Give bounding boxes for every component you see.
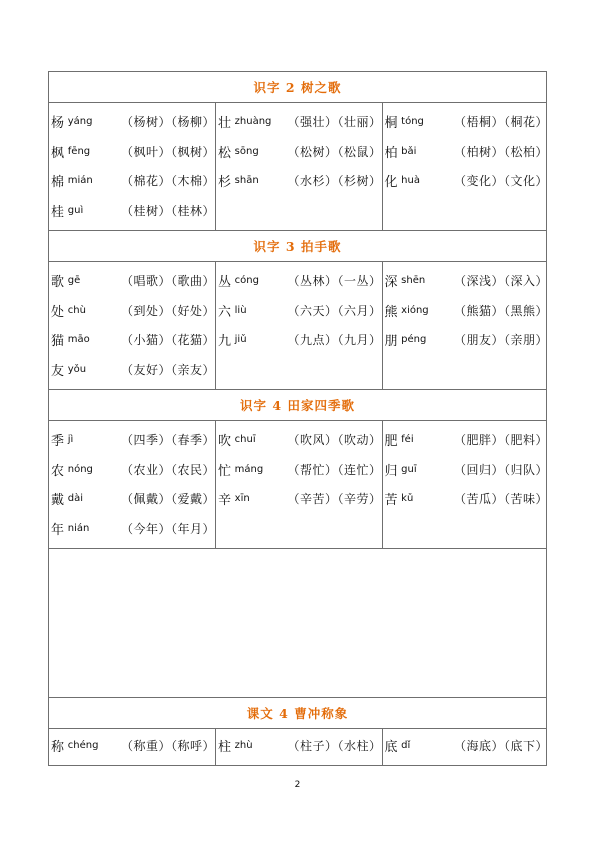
column-1 xyxy=(49,729,215,765)
word-examples: （佩戴）（爱戴） xyxy=(120,492,215,507)
word-entry xyxy=(218,107,382,137)
pinyin: nián xyxy=(67,522,90,534)
word-examples: （梧桐）（桐花） xyxy=(453,115,548,130)
word-examples: （柏树）（松柏） xyxy=(453,144,548,159)
column-2 xyxy=(215,421,382,548)
pinyin: liù xyxy=(234,304,247,316)
word-entry xyxy=(385,107,549,137)
character: 壮 xyxy=(218,116,232,132)
section-row-cao-chong-cheng-xiang xyxy=(49,729,546,765)
pinyin: fēng xyxy=(67,145,91,157)
character: 归 xyxy=(384,463,398,479)
character: 九 xyxy=(218,334,232,350)
word-entry xyxy=(218,484,382,514)
word-examples: （柱子）（水柱） xyxy=(287,739,382,754)
pinyin: guī xyxy=(401,463,417,475)
word-examples: （水杉）（杉树） xyxy=(287,174,382,189)
pinyin: gē xyxy=(67,275,81,287)
word-entry xyxy=(51,325,215,355)
section-row-tian-jia-si-ji-ge xyxy=(49,421,546,549)
character: 枫 xyxy=(51,145,65,161)
pinyin: shēn xyxy=(401,275,426,287)
pinyin: huà xyxy=(401,175,420,187)
character: 丛 xyxy=(218,275,232,291)
column-3 xyxy=(382,262,549,389)
word-examples: （农业）（农民） xyxy=(120,462,215,477)
character: 肥 xyxy=(384,434,398,450)
character: 吹 xyxy=(218,434,232,450)
pinyin: máng xyxy=(234,463,264,475)
word-entry xyxy=(51,296,215,326)
pinyin: dài xyxy=(67,493,84,505)
word-examples: （帮忙）（连忙） xyxy=(287,462,382,477)
section-row-shu-zhi-ge xyxy=(49,103,546,231)
character: 松 xyxy=(218,145,232,161)
column-3 xyxy=(382,421,549,548)
character: 友 xyxy=(51,363,65,379)
column-1 xyxy=(49,103,215,230)
word-examples: （棉花）（木棉） xyxy=(120,174,215,189)
word-entry xyxy=(51,731,215,761)
character: 农 xyxy=(51,463,65,479)
word-entry xyxy=(218,166,382,196)
vocabulary-table xyxy=(48,71,547,766)
character: 苦 xyxy=(384,493,398,509)
character: 柱 xyxy=(218,740,232,756)
word-examples: （深浅）（深入） xyxy=(453,274,548,289)
word-entry xyxy=(385,731,549,761)
word-entry xyxy=(51,355,215,385)
column-2 xyxy=(215,262,382,389)
word-examples: （枫叶）（枫树） xyxy=(120,144,215,159)
section-row-pai-shou-ge xyxy=(49,262,546,390)
pinyin: chéng xyxy=(67,740,99,752)
pinyin: chuī xyxy=(234,434,256,446)
word-examples: （苦瓜）（苦味） xyxy=(453,492,548,507)
word-entry xyxy=(218,266,382,296)
word-entry xyxy=(218,425,382,455)
word-examples: （辛苦）（辛劳） xyxy=(287,492,382,507)
character: 称 xyxy=(51,740,65,756)
word-examples: （九点）（九月） xyxy=(287,333,382,348)
character: 深 xyxy=(384,275,398,291)
word-entry xyxy=(218,296,382,326)
word-examples: （松树）（松鼠） xyxy=(287,144,382,159)
word-entry xyxy=(218,137,382,167)
word-examples: （友好）（亲友） xyxy=(120,362,215,377)
word-entry xyxy=(51,266,215,296)
character: 杉 xyxy=(218,175,232,191)
character: 底 xyxy=(384,740,398,756)
word-entry xyxy=(385,455,549,485)
character: 忙 xyxy=(218,463,232,479)
word-examples: （唱歌）（歌曲） xyxy=(120,274,215,289)
pinyin: jì xyxy=(67,434,74,446)
word-examples: （肥胖）（肥料） xyxy=(453,433,548,448)
word-examples: （桂树）（桂林） xyxy=(120,203,215,218)
character: 季 xyxy=(51,434,65,450)
column-3 xyxy=(382,729,549,765)
pinyin: cóng xyxy=(234,275,259,287)
word-examples: （杨树）（杨柳） xyxy=(120,115,215,130)
character: 处 xyxy=(51,304,65,320)
word-entry xyxy=(385,166,549,196)
pinyin: yǒu xyxy=(67,363,87,375)
word-entry xyxy=(51,514,215,544)
character: 熊 xyxy=(384,304,398,320)
character: 六 xyxy=(218,304,232,320)
section-title-shu-zhi-ge: 识字 2 树之歌 xyxy=(49,72,546,103)
pinyin: guì xyxy=(67,204,84,216)
pinyin: bǎi xyxy=(401,145,417,157)
word-examples: （今年）（年月） xyxy=(120,521,215,536)
pinyin: jiǔ xyxy=(234,334,247,346)
word-entry xyxy=(385,484,549,514)
word-entry xyxy=(218,325,382,355)
word-entry xyxy=(51,107,215,137)
word-examples: （变化）（文化） xyxy=(453,174,548,189)
word-examples: （朋友）（亲朋） xyxy=(453,333,548,348)
pinyin: mián xyxy=(67,175,93,187)
word-entry xyxy=(218,455,382,485)
column-2 xyxy=(215,729,382,765)
pinyin: sōng xyxy=(234,145,259,157)
character: 朋 xyxy=(384,334,398,350)
word-examples: （小猫）（花猫） xyxy=(120,333,215,348)
character: 桐 xyxy=(384,116,398,132)
pinyin: tóng xyxy=(401,116,424,128)
word-examples: （强壮）（壮丽） xyxy=(287,115,382,130)
word-examples: （吹风）（吹动） xyxy=(287,433,382,448)
character: 杨 xyxy=(51,116,65,132)
word-entry xyxy=(51,425,215,455)
pinyin: yáng xyxy=(67,116,93,128)
character: 化 xyxy=(384,175,398,191)
pinyin: kǔ xyxy=(401,493,414,505)
pinyin: xīn xyxy=(234,493,250,505)
word-entry xyxy=(51,196,215,226)
word-entry xyxy=(385,296,549,326)
section-title-pai-shou-ge: 识字 3 拍手歌 xyxy=(49,231,546,262)
character: 年 xyxy=(51,522,65,538)
character: 桂 xyxy=(51,204,65,220)
word-examples: （熊猫）（黑熊） xyxy=(453,303,548,318)
pinyin: zhuàng xyxy=(234,116,272,128)
word-examples: （称重）（称呼） xyxy=(120,739,215,754)
character: 辛 xyxy=(218,493,232,509)
word-entry xyxy=(385,137,549,167)
word-examples: （丛林）（一丛） xyxy=(287,274,382,289)
column-2 xyxy=(215,103,382,230)
pinyin: dǐ xyxy=(401,740,411,752)
section-title-tian-jia-si-ji-ge: 识字 4 田家四季歌 xyxy=(49,390,546,421)
pinyin: nóng xyxy=(67,463,93,475)
word-entry xyxy=(51,484,215,514)
word-examples: （到处）（好处） xyxy=(120,303,215,318)
character: 柏 xyxy=(384,145,398,161)
word-entry xyxy=(51,455,215,485)
word-entry xyxy=(51,166,215,196)
character: 戴 xyxy=(51,493,65,509)
column-1 xyxy=(49,421,215,548)
word-entry xyxy=(51,137,215,167)
pinyin: féi xyxy=(401,434,414,446)
word-entry xyxy=(385,325,549,355)
word-entry xyxy=(385,425,549,455)
blank-area xyxy=(49,549,546,698)
pinyin: péng xyxy=(401,334,427,346)
pinyin: xióng xyxy=(401,304,429,316)
word-examples: （六天）（六月） xyxy=(287,303,382,318)
page-number: 2 xyxy=(294,780,301,790)
character: 猫 xyxy=(51,334,65,350)
pinyin: zhù xyxy=(234,740,253,752)
word-entry xyxy=(385,266,549,296)
column-1 xyxy=(49,262,215,389)
word-examples: （海底）（底下） xyxy=(453,739,548,754)
word-entry xyxy=(218,731,382,761)
word-examples: （四季）（春季） xyxy=(120,433,215,448)
section-title-cao-chong-cheng-xiang: 课文 4 曹冲称象 xyxy=(49,698,546,729)
word-examples: （回归）（归队） xyxy=(453,462,548,477)
character: 棉 xyxy=(51,175,65,191)
pinyin: māo xyxy=(67,334,90,346)
pinyin: shān xyxy=(234,175,259,187)
column-3 xyxy=(382,103,549,230)
character: 歌 xyxy=(51,275,65,291)
pinyin: chù xyxy=(67,304,86,316)
